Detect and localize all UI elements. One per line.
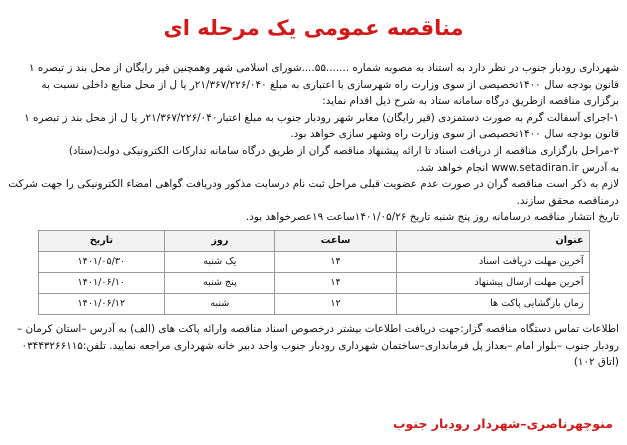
row-hour: ۱۴ (275, 272, 396, 293)
header-date: تاریخ (38, 230, 165, 251)
header-hour: ساعت (275, 230, 396, 251)
notice-title: مناقصه عمومی یک مرحله ای (163, 16, 464, 40)
notice-paragraph-item-1: ۱-اجرای آسفالت گرم به صورت دستمزدی (قیر رایگان) معابر شهر رودبار جنوب به مبلغ اعتبار۲۱/۳۶۷/۲۲۶/۰۴۰ر یا ل از محل بند ز تبصره ۱ قانون بودجه سال ۱۴۰۰تخصیصی از سوی وزارت راه وشهر سازی خواهد بود. (24, 111, 619, 141)
row-title: آخرین مهلت دریافت اسناد (396, 251, 589, 272)
header-title: عنوان (396, 230, 589, 251)
schedule-header-row (38, 230, 589, 251)
table-row (38, 251, 589, 272)
notice-paragraph-registration: لازم به ذکر است مناقصه گران در صورت عدم عضویت قبلی مراحل ثبت نام درسایت مذکور ودریافت گواهی امضاء الکترونیکی را جهت شرکت درمناقصه محقق سازند. (8, 178, 619, 207)
row-date: ۱۴۰۱/۰۶/۱۰ (38, 272, 165, 293)
notice-paragraph-intro: شهرداری رودبار جنوب در نظر دارد به استناد به مصوبه شماره .......۵۵....شورای اسلامی شهر وهمچنین قیر رایگان از محل بند ز تبصره ۱ قانون بودجه سال ۱۴۰۰تخصیصی از سوی وزارت راه شهرسازی با اعتباری به مبلغ ۲۱/۳۶۷/۲۲۶/۰۴۰ر یا ل از محل منابع داخلی نسبت به برگزاری مناقصه ازطریق درگاه سامانه ستاد به شرح ذیل اقدام نماید: (28, 62, 619, 108)
row-day: شنبه (165, 293, 275, 314)
mayor-signature: منوچهرناصری–شهردار رودبار جنوب (392, 416, 613, 431)
row-title: آخرین مهلت ارسال پیشنهاد (396, 272, 589, 293)
table-row (38, 293, 589, 314)
contact-info: اطلاعات تماس دستگاه مناقصه گزار:جهت دریافت اطلاعات بیشتر درخصوص اسناد مناقصه وارائه پاکت های (الف) به آدرس –استان کرمان –رودبار جنوب –بلوار امام –بعداز پل فرمانداری–ساختمان شهرداری رودبار جنوب واحد دبیر خانه شهرداری مراجعه نمایید. تلفن:۰۳۴۴۳۲۶۶۱۱۵ (اتاق ۱۰۲) (16, 322, 619, 369)
notice-paragraph-item-2: ۲-مراحل بارگزاری مناقصه از دریافت اسناد تا ارائه پیشنهاد مناقصه گران از طریق درگاه سامانه تدارکات الکترونیکی دولت(ستاد) (68, 144, 619, 157)
header-day: روز (165, 230, 275, 251)
row-date: ۱۴۰۱/۰۵/۳۰ (38, 251, 165, 272)
row-hour: ۱۴ (275, 251, 396, 272)
row-title: زمان بازگشایی پاکت ها (396, 293, 589, 314)
schedule-table (38, 230, 590, 315)
row-day: پنج شنبه (165, 272, 275, 293)
row-day: یک شنبه (165, 251, 275, 272)
row-hour: ۱۲ (275, 293, 396, 314)
tender-notice (6, 0, 621, 445)
table-row (38, 272, 589, 293)
address-prefix: به آدرس (582, 161, 619, 174)
setad-url: www.setadiran.ir (491, 161, 579, 174)
address-suffix: انجام خواهد شد. (416, 161, 489, 174)
row-date: ۱۴۰۱/۰۶/۱۲ (38, 293, 165, 314)
notice-paragraph-publish-date: تاریخ انتشار مناقصه درسامانه روز پنج شنبه تاریخ ۱۴۰۱/۰۵/۲۶ساعت ۱۹عصرخواهد بود. (245, 211, 619, 224)
setad-address-line (6, 160, 621, 177)
